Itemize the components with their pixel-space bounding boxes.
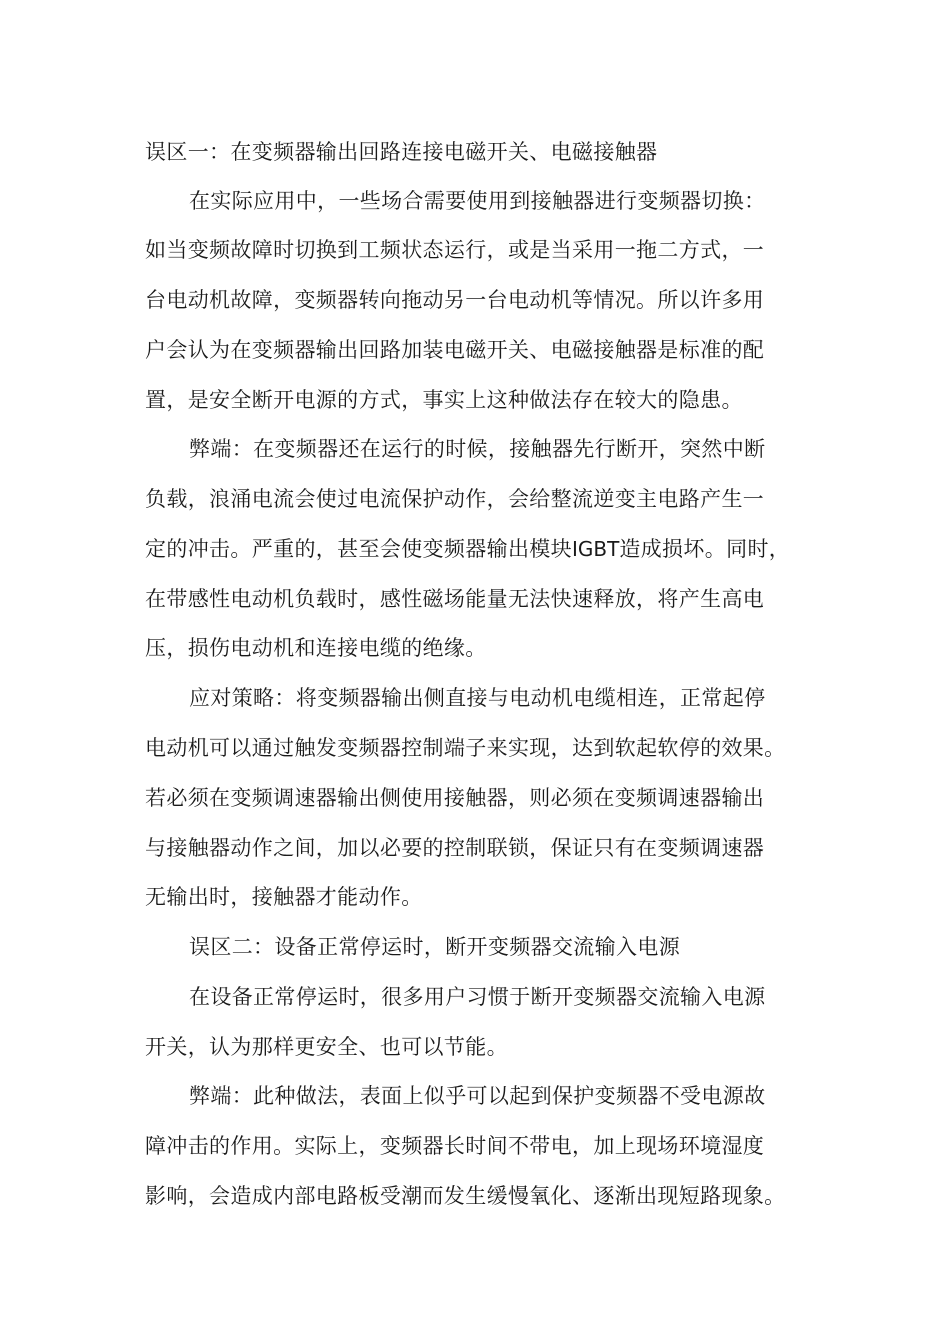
text-segment: 定的冲击。严重的，甚至会使变频器输出模块 — [145, 537, 572, 561]
text-segment: 造成损坏。同时， — [619, 537, 791, 561]
paragraph-line: 开关，认为那样更安全、也可以节能。 — [145, 1035, 508, 1059]
paragraph-line: 电动机可以通过触发变频器控制端子来实现，达到软起软停的效果。 — [145, 736, 786, 760]
paragraph-line: 压，损伤电动机和连接电缆的绝缘。 — [145, 636, 487, 660]
paragraph-line: 若必须在变频调速器输出侧使用接触器，则必须在变频调速器输出 — [145, 786, 765, 810]
paragraph-line: 无输出时，接触器才能动作。 — [145, 885, 423, 909]
heading-mistake-1: 误区一：在变频器输出回路连接电磁开关、电磁接触器 — [145, 140, 658, 164]
paragraph-line: 与接触器动作之间，加以必要的控制联锁，保证只有在变频调速器 — [145, 836, 765, 860]
paragraph-line: 台电动机故障，变频器转向拖动另一台电动机等情况。所以许多用 — [145, 288, 765, 312]
paragraph-line: 在设备正常停运时，很多用户习惯于断开变频器交流输入电源 — [189, 985, 766, 1009]
igbt-term: IGBT — [572, 537, 620, 561]
paragraph-line: 影响，会造成内部电路板受潮而发生缓慢氧化、逐渐出现短路现象。 — [145, 1184, 786, 1208]
paragraph-line: 负载，浪涌电流会使过电流保护动作，会给整流逆变主电路产生一 — [145, 487, 765, 511]
paragraph-line — [145, 532, 790, 566]
heading-mistake-2: 误区二：设备正常停运时，断开变频器交流输入电源 — [189, 935, 681, 959]
paragraph-line: 弊端：在变频器还在运行的时候，接触器先行断开，突然中断 — [189, 437, 766, 461]
paragraph-line: 置，是安全断开电源的方式，事实上这种做法存在较大的隐患。 — [145, 388, 743, 412]
paragraph-line: 户会认为在变频器输出回路加装电磁开关、电磁接触器是标准的配 — [145, 338, 765, 362]
paragraph-line: 弊端：此种做法，表面上似乎可以起到保护变频器不受电源故 — [189, 1084, 766, 1108]
paragraph-line: 障冲击的作用。实际上，变频器长时间不带电，加上现场环境湿度 — [145, 1134, 765, 1158]
paragraph-line: 应对策略：将变频器输出侧直接与电动机电缆相连，正常起停 — [189, 686, 766, 710]
paragraph-line: 在实际应用中，一些场合需要使用到接触器进行变频器切换： — [189, 189, 766, 213]
paragraph-line: 在带感性电动机负载时，感性磁场能量无法快速释放，将产生高电 — [145, 587, 765, 611]
paragraph-line: 如当变频故障时切换到工频状态运行，或是当采用一拖二方式，一 — [145, 238, 765, 262]
